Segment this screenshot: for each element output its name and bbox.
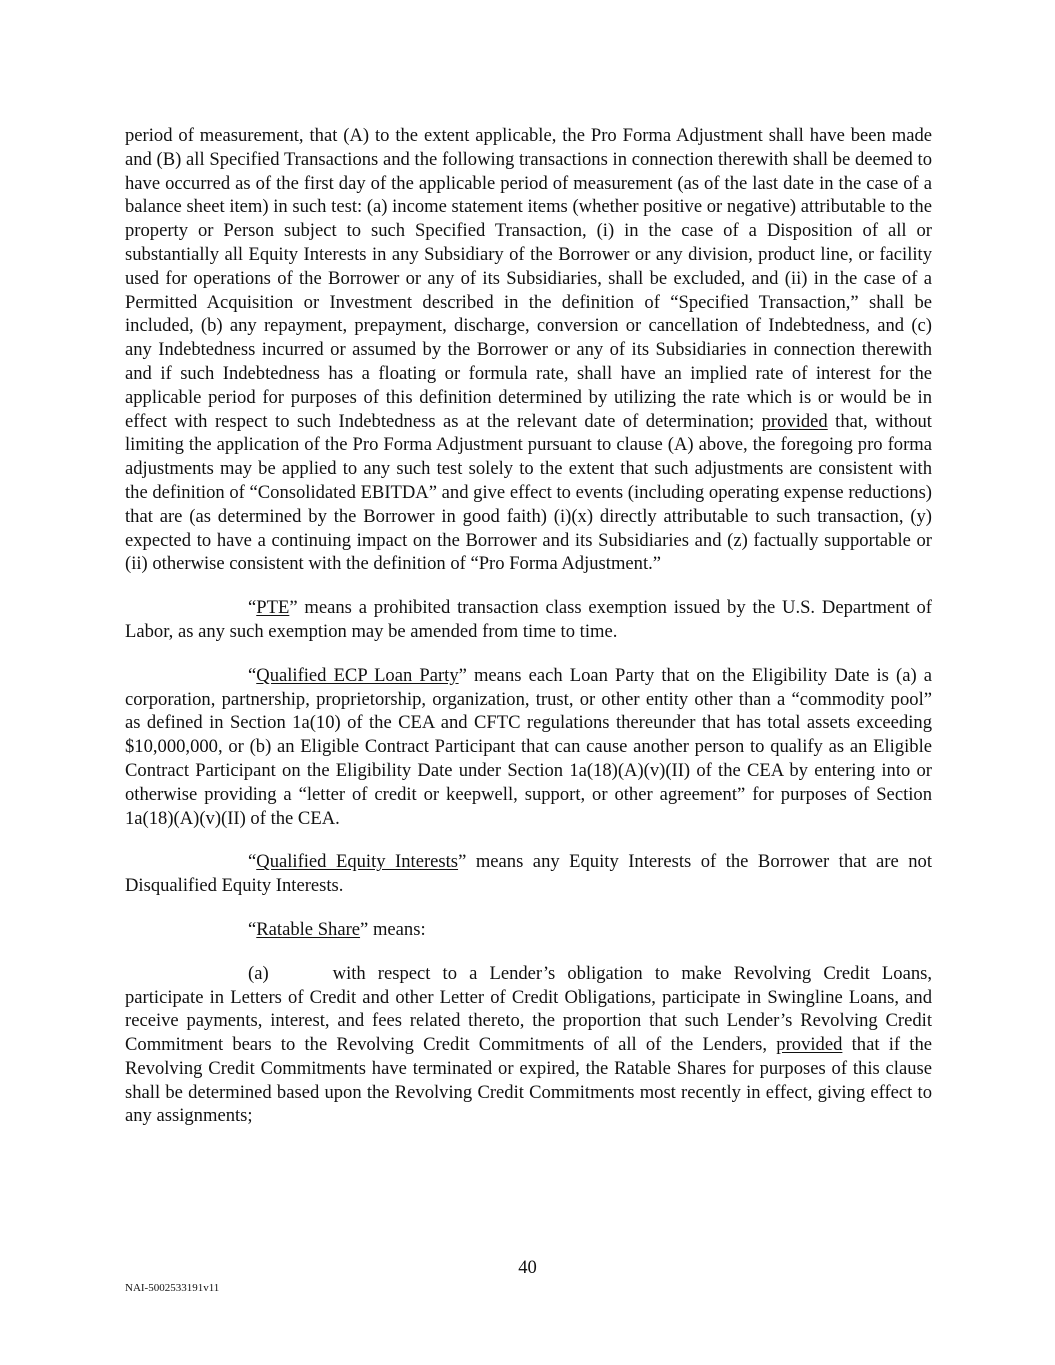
page-number: 40 [518,1257,537,1278]
provided-term: provided [761,410,828,432]
definition-qualified-equity-interests [125,850,932,898]
definition-qualified-ecp-loan-party [125,664,932,831]
defined-term: Qualified Equity Interests [256,851,459,873]
pro-forma-continuation-paragraph [125,124,932,576]
defined-term: Ratable Share [256,918,361,940]
defined-term: Qualified ECP Loan Party [256,664,459,686]
definition-text: ” means a prohibited transaction class exemption issued by the U.S. Department of Labor, as any such exemption may be amended from time to time. [125,597,932,642]
ratable-share-clause-a [125,962,932,1129]
definition-text: ” means each Loan Party that on the Eligibility Date is (a) a corporation, partnership, proprietorship, organization, trust, or other entity other than a “commodity pool” as defined in Section 1a(10) of the CEA and CFTC regulations thereunder that has total assets exceeding $10,000,000, or (b) an Eligible Contract Participant that can cause another person to qualify as an Eligible Contract Participant on the Eligibility Date under Section 1a(18)(A)(v)(II) of the CEA by entering into or otherwise providing a “letter of credit or keepwell, support, or other agreement” for purposes of Section 1a(18)(A)(v)(II) of the CEA. [125,664,932,829]
open-quote: “ [248,851,257,873]
clause-text: with respect to a Lender’s obligation to make Revolving Credit Loans, participate in Letters of Credit and other Letter of Credit Obligations, participate in Swingline Loans, and receive payments, interest, and fees related thereto, the proportion that such Lender’s Revolving Credit Commitment bears to the Revolving Credit Commitments of all of the Lenders, [125,962,932,1056]
definition-text: ” means any Equity Interests of the Borrower that are not Disqualified Equity Interests. [125,851,933,897]
paragraph-text: period of measurement, that (A) to the extent applicable, the Pro Forma Adjustment shall have been made and (B) all Specified Transactions and the following transactions in connection therewith shall be deemed to have occurred as of the first day of the applicable period of measurement (as of the last date in the case of a balance sheet item) in such test: (a) income statement items (whether positive or negative) attributable to the property or Person subject to such Specified Transaction, (i) in the case of a Disposition of all or substantially all Equity Interests in any Subsidiary of the Borrower or any division, product line, or facility used for operations of the Borrower or any of its Subsidiaries, shall be excluded, and (ii) in the case of a Permitted Acquisition or Investment described in the definition of “Specified Transaction,” shall be included, (b) any repayment, prepayment, discharge, conversion or cancellation of Indebtedness, and (c) any Indebtedness incurred or assumed by the Borrower or any of its Subsidiaries in connection therewith and if such Indebtedness has a floating or formula rate, shall have an implied rate of interest for the applicable period for purposes of this definition determined by utilizing the rate which is or would be in effect with respect to such Indebtedness as at the relevant date of determination; [125,125,932,432]
open-quote: “ [248,597,257,619]
provided-term: provided [776,1034,843,1056]
definition-pte [125,596,932,644]
definition-ratable-share [125,918,932,942]
clause-label: (a) [248,962,269,984]
defined-term: PTE [256,597,290,619]
open-quote: “ [248,664,257,686]
open-quote: “ [248,918,257,940]
paragraph-text: that, without limiting the application of the Pro Forma Adjustment pursuant to clause (A) above, the foregoing pro forma adjustments may be applied to any such test solely to the extent that such adjustments are consistent with the definition of “Consolidated EBITDA” and give effect to events (including operating expense reductions) that are (as determined by the Borrower in good faith) (i)(x) directly attributable to such transaction, (y) expected to have a continuing impact on the Borrower and its Subsidiaries and (z) factually supportable or (ii) otherwise consistent with the definition of “Pro Forma Adjustment.” [125,410,932,575]
definition-text: ” means: [360,918,426,940]
clause-text: that if the Revolving Credit Commitments have terminated or expired, the Ratable Shares for purposes of this clause shall be determined based upon the Revolving Credit Commitments most recently in effect, giving effect to any assignments; [125,1034,932,1127]
document-page [125,124,932,1148]
document-id: NAI-5002533191v11 [125,1282,220,1294]
